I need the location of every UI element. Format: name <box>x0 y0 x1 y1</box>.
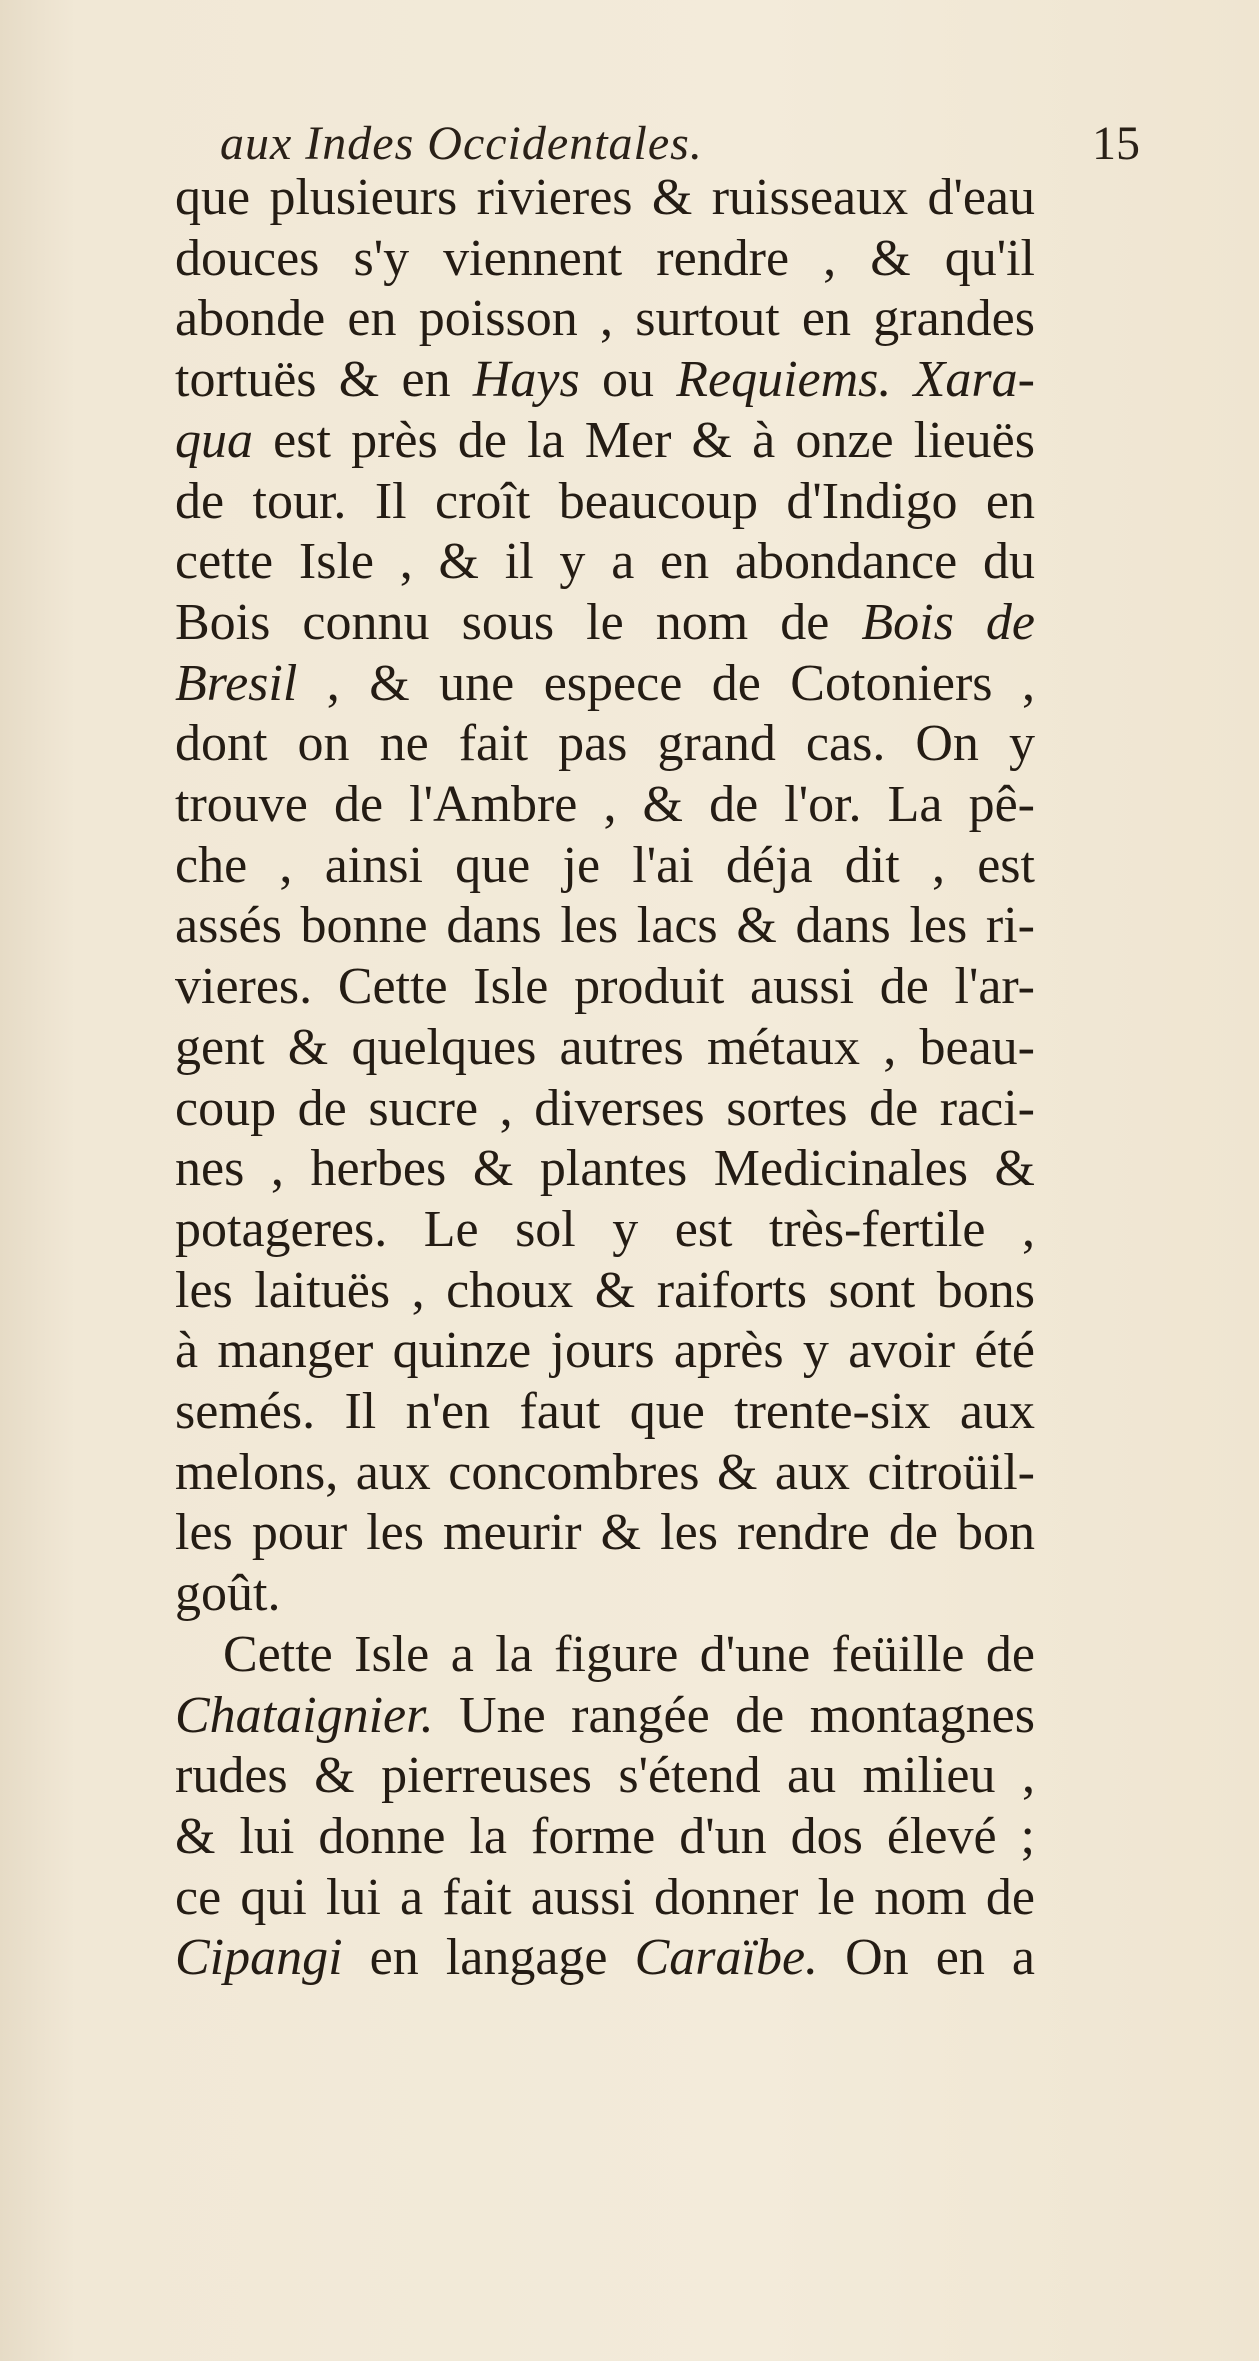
text-line <box>175 593 1035 654</box>
text-line <box>175 1443 1035 1504</box>
text-line <box>175 1321 1035 1382</box>
text-line <box>175 1807 1035 1868</box>
italic-text-segment: Bresil <box>175 654 298 712</box>
text-segment: nes , herbes & plantes Medicinales & <box>175 1140 1035 1198</box>
text-line <box>175 1139 1035 1200</box>
running-title: aux Indes Occidentales. <box>220 117 703 170</box>
text-line <box>175 1079 1035 1140</box>
text-line <box>175 1746 1035 1807</box>
text-segment: de tour. Il croît beaucoup d'Indigo en <box>175 472 1035 530</box>
text-segment: melons, aux concombres & aux citroüil- <box>175 1443 1035 1501</box>
text-segment: douces s'y viennent rendre , & qu'il <box>175 229 1035 287</box>
text-line <box>175 350 1035 411</box>
text-line <box>175 1503 1035 1564</box>
text-segment: ou <box>579 351 677 409</box>
text-line <box>175 957 1035 1018</box>
text-line <box>175 896 1035 957</box>
text-segment: vieres. Cette Isle produit aussi de l'ar- <box>175 958 1035 1016</box>
text-line <box>175 1200 1035 1261</box>
text-segment: que plusieurs rivieres & ruisseaux d'eau <box>175 169 1035 226</box>
italic-text-segment: Hays <box>472 351 580 409</box>
text-segment: Une rangée de montagnes <box>433 1686 1035 1744</box>
text-line <box>175 411 1035 472</box>
text-line <box>175 532 1035 593</box>
text-segment: tortuës & en <box>175 351 473 409</box>
italic-text-segment: Bois de <box>861 593 1035 651</box>
text-line <box>175 1928 1035 1989</box>
text-line <box>175 714 1035 775</box>
text-line <box>175 1625 1035 1686</box>
text-line <box>175 836 1035 897</box>
text-segment: Bois connu sous le nom de <box>175 593 862 651</box>
text-line <box>175 1018 1035 1079</box>
text-segment: ce qui lui a fait aussi donner le nom de <box>175 1868 1035 1926</box>
text-segment: semés. Il n'en faut que trente-six aux <box>175 1383 1035 1441</box>
text-line <box>175 1868 1035 1929</box>
text-segment: coup de sucre , diverses sortes de raci- <box>175 1079 1035 1137</box>
italic-text-segment: Caraïbe. <box>634 1929 819 1987</box>
italic-text-segment: Cipangi <box>175 1929 343 1987</box>
text-segment: , & une espece de Cotoniers , <box>297 654 1035 712</box>
text-line <box>175 168 1035 229</box>
text-segment: cette Isle , & il y a en abondance du <box>175 533 1035 591</box>
text-line <box>175 1261 1035 1322</box>
text-line <box>175 1382 1035 1443</box>
text-line <box>175 229 1035 290</box>
italic-text-segment: Requiems. Xara- <box>676 351 1035 409</box>
text-segment: les laituës , choux & raiforts sont bons <box>175 1261 1035 1319</box>
text-segment: & lui donne la forme d'un dos élevé ; <box>175 1807 1035 1865</box>
text-segment: assés bonne dans les lacs & dans les ri- <box>175 897 1035 955</box>
text-line <box>175 472 1035 533</box>
text-segment: en langage <box>342 1929 635 1987</box>
text-segment: dont on ne fait pas grand cas. On y <box>175 715 1035 773</box>
text-segment: trouve de l'Ambre , & de l'or. La pê- <box>175 776 1035 834</box>
text-segment: gent & quelques autres métaux , beau- <box>175 1018 1035 1076</box>
body-text <box>175 168 1035 1989</box>
text-segment: à manger quinze jours après y avoir été <box>175 1322 1035 1380</box>
italic-text-segment: Chataignier. <box>175 1686 434 1744</box>
text-segment: goût. <box>175 1565 281 1623</box>
text-segment: che , ainsi que je l'ai déja dit , est <box>175 836 1035 894</box>
text-segment: Cette Isle a la figure d'une feüille de <box>223 1625 1035 1683</box>
text-segment: abonde en poisson , surtout en grandes <box>175 290 1035 348</box>
page-number: 15 <box>1092 117 1140 170</box>
text-line <box>175 1686 1035 1747</box>
text-line <box>175 1564 1035 1625</box>
text-line <box>175 654 1035 715</box>
italic-text-segment: qua <box>175 411 253 469</box>
text-segment: les pour les meurir & les rendre de bon <box>175 1504 1035 1562</box>
text-line <box>175 289 1035 350</box>
text-segment: potageres. Le sol y est très-fertile , <box>175 1200 1035 1258</box>
text-segment: rudes & pierreuses s'étend au milieu , <box>175 1747 1035 1805</box>
text-line <box>175 775 1035 836</box>
text-segment: est près de la Mer & à onze lieuës <box>253 411 1035 469</box>
text-segment: On en a <box>818 1929 1035 1987</box>
